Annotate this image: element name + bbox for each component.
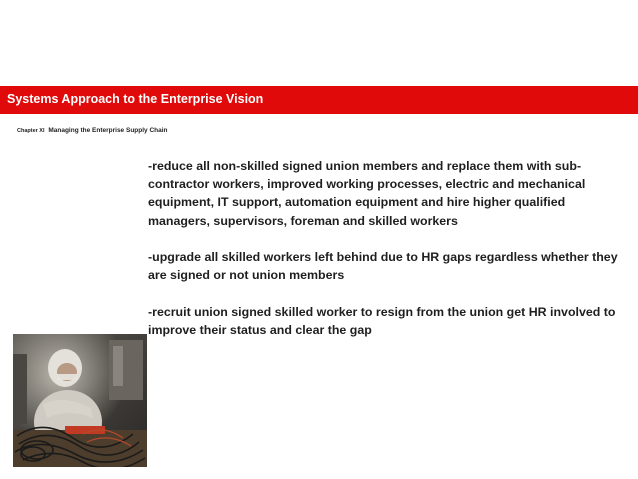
slide-title: Systems Approach to the Enterprise Vision: [7, 92, 264, 106]
chapter-subtitle: [17, 127, 168, 134]
worker-photo-illustration: [13, 334, 147, 467]
title-banner: [0, 86, 638, 114]
bullet-paragraph-1: -reduce all non-skilled signed union members and replace them with sub-contractor workers, improved working processes, electric and mechanical equipment, IT support, automation equipment and hire higher qualified managers, supervisors, foreman and skilled workers: [148, 159, 586, 228]
worker-photo: [13, 334, 147, 467]
bullet-paragraph-3: -recruit union signed skilled worker to resign from the union get HR involved to improve their status and clear the gap: [148, 304, 616, 337]
chapter-title: Managing the Enterprise Supply Chain: [48, 127, 168, 134]
chapter-prefix: Chapter XI: [17, 128, 45, 134]
bullet-paragraph-2: -upgrade all skilled workers left behind due to HR gaps regardless whether they are signed or not union members: [148, 250, 618, 283]
body-text-block: [148, 157, 623, 357]
